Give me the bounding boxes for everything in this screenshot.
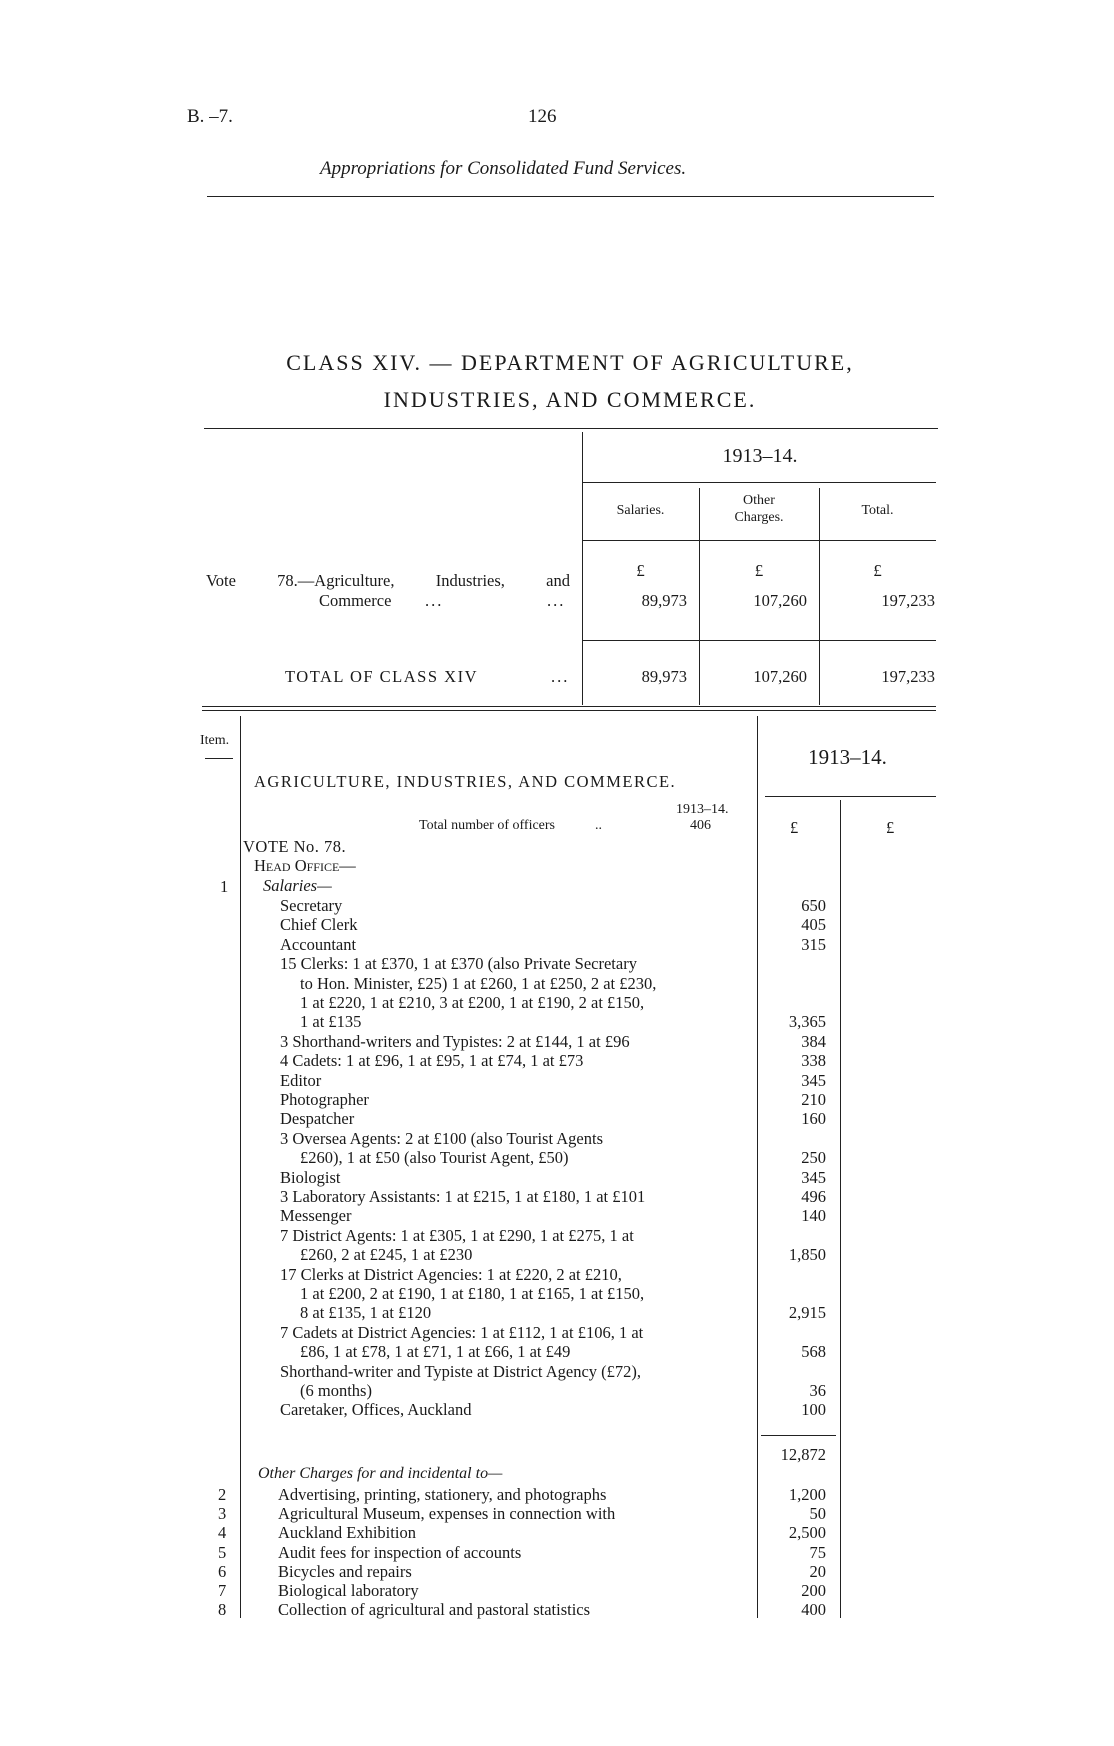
other-charge-label: Bicycles and repairs (278, 1561, 412, 1581)
other-charge-row (0, 1543, 1114, 1562)
salary-text: 1 at £220, 1 at £210, 3 at £200, 1 at £190, 2 at £150, (300, 993, 645, 1012)
salary-line (0, 1245, 1114, 1264)
salary-line (0, 1148, 1114, 1167)
officers-count: 406 (690, 818, 711, 833)
other-charges-label: Other Charges for and incidental to— (258, 1465, 503, 1482)
salary-amount: 650 (801, 896, 826, 915)
salary-line (0, 935, 1114, 954)
salary-amount: 2,915 (788, 1303, 826, 1323)
currency-col-a: £ (790, 818, 799, 837)
vote-total: 197,233 (881, 591, 935, 610)
vote-other: 107,260 (753, 591, 807, 610)
class-title-line2: INDUSTRIES, AND COMMERCE. (383, 387, 757, 412)
salary-text: £260), 1 at £50 (also Tourist Agent, £50) (300, 1148, 569, 1168)
class-total-label: TOTAL OF CLASS XIV (285, 667, 478, 686)
other-charge-item: 4 (218, 1523, 227, 1543)
salary-text: £86, 1 at £78, 1 at £71, 1 at £66, 1 at £49 (300, 1342, 571, 1362)
other-charge-amount: 2,500 (788, 1523, 826, 1543)
item-header: Item. (200, 733, 230, 748)
salary-text: (6 months) (300, 1381, 372, 1400)
salary-text: 1 at £200, 2 at £190, 1 at £180, 1 at £165, 1 at £150, (300, 1284, 645, 1303)
other-charge-item: 6 (218, 1561, 227, 1581)
salary-line (0, 974, 1114, 993)
other-charge-amount: 20 (809, 1561, 826, 1581)
salary-line (0, 1265, 1114, 1284)
salary-line (0, 1187, 1114, 1206)
other-charge-item: 5 (218, 1542, 227, 1562)
salary-text: to Hon. Minister, £25) 1 at £260, 1 at £250, 2 at £230, (300, 973, 657, 993)
other-charge-amount: 400 (801, 1600, 826, 1620)
currency-salaries: £ (636, 561, 645, 580)
other-charge-label: Biological laboratory (278, 1581, 419, 1600)
head-office: Head Office— (254, 856, 356, 875)
salary-amount: 568 (801, 1342, 826, 1362)
class-title-line1: CLASS XIV. — DEPARTMENT OF AGRICULTURE, (286, 350, 854, 375)
other-charge-row (0, 1504, 1114, 1523)
salary-line (0, 1129, 1114, 1148)
vote-salaries: 89,973 (641, 591, 687, 610)
page-subtitle: Appropriations for Consolidated Fund Services. (320, 158, 687, 179)
salary-amount: 100 (801, 1400, 826, 1420)
salaries-subtotal: 12,872 (780, 1445, 826, 1464)
salary-text: £260, 2 at £245, 1 at £230 (300, 1245, 473, 1265)
total-salaries: 89,973 (641, 667, 687, 686)
salary-line (0, 1012, 1114, 1031)
other-charge-item: 2 (218, 1485, 227, 1504)
salary-text: Editor (280, 1070, 322, 1090)
other-charge-label: Auckland Exhibition (278, 1523, 416, 1543)
salary-line (0, 1226, 1114, 1245)
salaries-item-number: 1 (220, 877, 229, 896)
salary-line (0, 1400, 1114, 1419)
salary-line (0, 1342, 1114, 1361)
other-charge-label: Collection of agricultural and pastoral statistics (278, 1600, 591, 1620)
other-charge-item: 8 (218, 1600, 227, 1620)
other-charge-row (0, 1562, 1114, 1581)
col-other-line1: Other (743, 493, 775, 508)
salary-text: Despatcher (280, 1109, 355, 1129)
salary-amount: 345 (801, 1070, 826, 1090)
other-charge-row (0, 1485, 1114, 1504)
salary-line (0, 1090, 1114, 1109)
salary-amount: 384 (801, 1031, 826, 1051)
salary-line (0, 1071, 1114, 1090)
salary-text: Photographer (280, 1090, 369, 1109)
vote-number: VOTE No. 78. (243, 837, 347, 856)
col-total: Total. (861, 503, 894, 518)
salary-line (0, 954, 1114, 973)
salary-text: 8 at £135, 1 at £120 (300, 1303, 432, 1323)
other-charge-item: 7 (218, 1581, 227, 1600)
salary-line (0, 1206, 1114, 1225)
salary-amount: 160 (801, 1109, 826, 1129)
salary-text: 17 Clerks at District Agencies: 1 at £220, 2 at £210, (280, 1264, 622, 1284)
salary-text: 4 Cadets: 1 at £96, 1 at £95, 1 at £74, 1 at £73 (280, 1051, 584, 1071)
other-charge-amount: 50 (809, 1504, 826, 1524)
currency-total: £ (873, 561, 882, 580)
salary-text: Caretaker, Offices, Auckland (280, 1400, 472, 1420)
section-title: AGRICULTURE, INDUSTRIES, AND COMMERCE. (254, 772, 677, 791)
other-charge-label: Advertising, printing, stationery, and photographs (278, 1485, 607, 1504)
salary-text: 7 Cadets at District Agencies: 1 at £112, 1 at £106, 1 at (280, 1322, 644, 1342)
salary-text: Shorthand-writer and Typiste at District Agency (£72), (280, 1361, 642, 1381)
salary-text: Biologist (280, 1167, 341, 1187)
salary-amount: 345 (801, 1167, 826, 1187)
salary-line (0, 993, 1114, 1012)
other-charge-amount: 1,200 (788, 1485, 826, 1504)
salary-amount: 210 (801, 1090, 826, 1109)
detail-year: 1913–14. (808, 745, 887, 769)
salary-amount: 338 (801, 1051, 826, 1071)
other-charge-label: Audit fees for inspection of accounts (278, 1542, 522, 1562)
other-charge-label: Agricultural Museum, expenses in connection with (278, 1504, 616, 1524)
summary-year: 1913–14. (722, 445, 798, 467)
currency-other: £ (754, 561, 764, 580)
other-charge-amount: 200 (801, 1581, 826, 1600)
total-total: 197,233 (881, 667, 935, 686)
header-rule (207, 196, 934, 197)
salary-amount: 496 (801, 1187, 826, 1206)
salary-text: Chief Clerk (280, 915, 358, 935)
officers-label: Total number of officers (419, 818, 555, 833)
salary-line (0, 1109, 1114, 1128)
salary-line (0, 896, 1114, 915)
salary-line (0, 1051, 1114, 1070)
salary-amount: 405 (801, 915, 826, 935)
salary-amount: 250 (801, 1148, 826, 1168)
officers-year: 1913–14. (676, 802, 729, 817)
salary-amount: 1,850 (788, 1245, 826, 1265)
salary-text: 3 Oversea Agents: 2 at £100 (also Tourist Agents (280, 1128, 603, 1148)
salary-line (0, 1032, 1114, 1051)
col-salaries: Salaries. (616, 503, 665, 518)
salary-text: 3 Laboratory Assistants: 1 at £215, 1 at £180, 1 at £101 (280, 1187, 646, 1206)
salary-line (0, 1323, 1114, 1342)
other-charge-row (0, 1600, 1114, 1619)
salary-amount: 315 (801, 934, 826, 954)
other-charge-amount: 75 (809, 1542, 826, 1562)
salary-line (0, 1284, 1114, 1303)
salary-text: 1 at £135 (300, 1012, 362, 1032)
vote-line2: Commerce (319, 591, 392, 610)
salary-text: Secretary (280, 896, 343, 915)
salary-line (0, 1303, 1114, 1322)
salary-text: Messenger (280, 1206, 352, 1226)
page-ref: B. –7. (187, 106, 233, 127)
other-charge-row (0, 1581, 1114, 1600)
currency-col-b: £ (886, 818, 895, 837)
salary-text: 7 District Agents: 1 at £305, 1 at £290, 1 at £275, 1 at (280, 1225, 634, 1245)
salary-text: 3 Shorthand-writers and Typistes: 2 at £144, 1 at £96 (280, 1031, 630, 1051)
other-charge-item: 3 (218, 1504, 227, 1524)
vote-line1: Vote 78.—Agriculture, Industries, and (206, 571, 570, 590)
salary-amount: 140 (801, 1206, 826, 1226)
page-number: 126 (528, 106, 557, 127)
salary-line (0, 1168, 1114, 1187)
salary-amount: 36 (809, 1381, 826, 1400)
salary-line (0, 915, 1114, 934)
col-other-line2: Charges. (734, 510, 784, 525)
total-other: 107,260 (753, 667, 807, 686)
other-charge-row (0, 1523, 1114, 1542)
salaries-label: Salaries— (263, 876, 332, 895)
salary-text: Accountant (280, 934, 357, 954)
salary-amount: 3,365 (788, 1012, 826, 1032)
salary-text: 15 Clerks: 1 at £370, 1 at £370 (also Private Secretary (280, 954, 637, 974)
salary-line (0, 1381, 1114, 1400)
salary-line (0, 1362, 1114, 1381)
